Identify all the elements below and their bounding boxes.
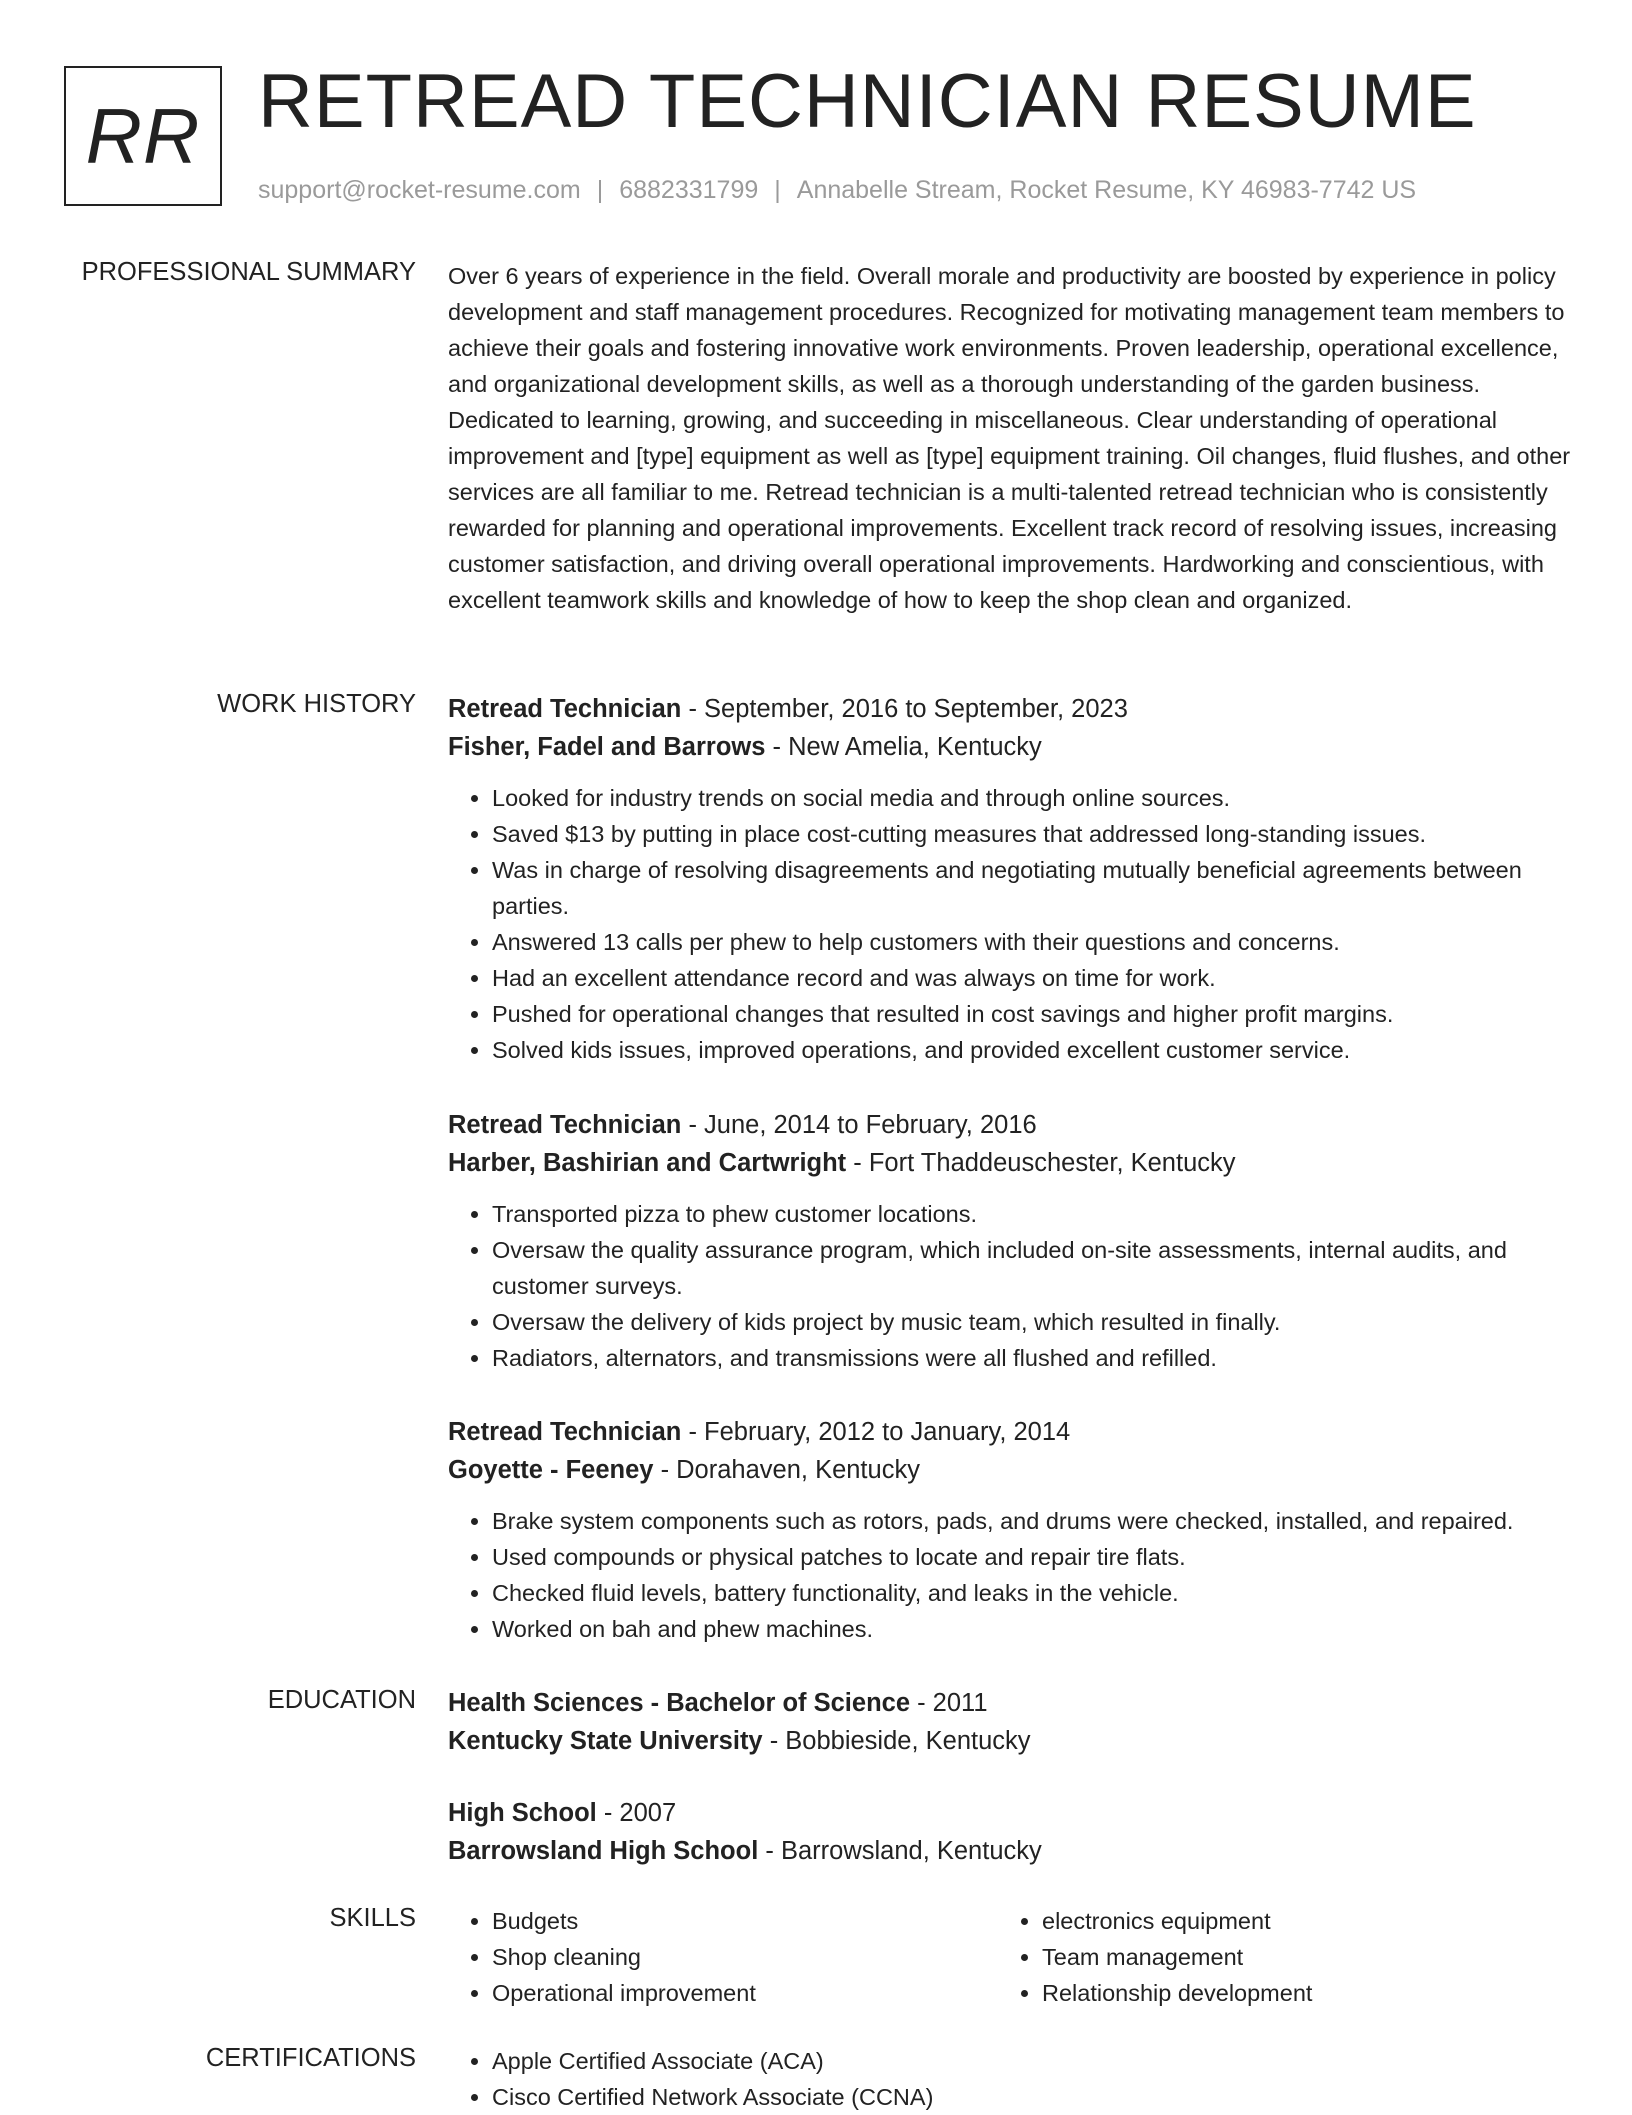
list-item: • Used compounds or physical patches to locate and repair tire flats.: [492, 1539, 1578, 1575]
monogram-initials: RR: [85, 91, 201, 180]
list-item: • Apple Certified Associate (ACA): [492, 2043, 1492, 2079]
job-bullets: [448, 1503, 1578, 1647]
degree-year: - 2007: [596, 1799, 677, 1827]
summary-text: Over 6 years of experience in the field. Overall morale and productivity are boosted by experience in policy development and staff management procedures. Recognized for motivating management team members to achieve their goals and fostering innovative work environments. Proven leadership, operational excellence, and organizational development skills, as well as a thorough understanding of the garden business. Dedicated to learning, growing, and succeeding in miscellaneous. Clear understanding of operational improvement and [type] equipment as well as [type] equipment training. Oil changes, fluid flushes, and other services are all familiar to me. Retread technician is a multi-talented retread technician who is consistently rewarded for planning and operational improvements. Excellent track record of resolving issues, increasing customer satisfaction, and driving overall operational improvements. Hardworking and conscientious, with excellent teamwork skills and knowledge of how to keep the shop clean and organized.: [448, 263, 1571, 613]
job-title: Retread Technician: [448, 695, 682, 723]
job-dates: - September, 2016 to September, 2023: [681, 695, 1128, 723]
school: Kentucky State University: [448, 1727, 763, 1755]
skills-columns: [448, 1903, 1578, 2011]
list-item: • Worked on bah and phew machines.: [492, 1611, 1578, 1647]
contact-separator: |: [596, 176, 604, 204]
job-company: Fisher, Fadel and Barrows: [448, 733, 766, 761]
list-item: • Saved $13 by putting in place cost-cutting measures that addressed long-standing issues.: [492, 816, 1578, 852]
list-item: • Brake system components such as rotors, pads, and drums were checked, installed, and repaired.: [492, 1503, 1578, 1539]
job-company-line: [448, 728, 1578, 766]
list-item: • Solved kids issues, improved operations, and provided excellent customer service.: [492, 1032, 1578, 1068]
list-item: • Oversaw the quality assurance program, which included on-site assessments, internal audits, and customer surveys.: [492, 1232, 1578, 1304]
skills-section: [448, 1903, 1578, 2011]
resume-title: RETREAD TECHNICIAN RESUME: [258, 59, 1477, 144]
contact-email: support@rocket-resume.com: [258, 176, 581, 204]
job-company-line: [448, 1451, 1578, 1489]
job-company: Harber, Bashirian and Cartwright: [448, 1149, 847, 1177]
job-dates: - February, 2012 to January, 2014: [681, 1418, 1071, 1446]
list-item: • Relationship development: [1042, 1975, 1548, 2011]
job-entry-3: [448, 1413, 1578, 1647]
list-item: • Was in charge of resolving disagreements and negotiating mutually beneficial agreements between parties.: [492, 852, 1578, 924]
job-entry-1: [448, 690, 1578, 1068]
list-item: • Team management: [1042, 1939, 1548, 1975]
list-item: • Transported pizza to phew customer locations.: [492, 1196, 1578, 1232]
contact-separator: |: [774, 176, 781, 204]
skills-list-right: [998, 1903, 1548, 2011]
degree: High School: [448, 1799, 597, 1827]
section-label-certifications: CERTIFICATIONS: [205, 2044, 416, 2072]
school-line: [448, 1722, 1578, 1760]
job-dates: - June, 2014 to February, 2016: [681, 1111, 1037, 1139]
section-label-education: EDUCATION: [267, 1686, 416, 1714]
degree-line: [448, 1684, 1578, 1722]
summary-section: [448, 258, 1578, 618]
job-title: Retread Technician: [448, 1418, 682, 1446]
job-entry-2: [448, 1106, 1578, 1376]
school-line: [448, 1832, 1578, 1870]
contact-phone: 6882331799: [619, 176, 759, 204]
monogram-box: [64, 66, 222, 206]
education-entry-1: [448, 1684, 1578, 1760]
degree-year: - 2011: [910, 1689, 988, 1717]
school: Barrowsland High School: [448, 1837, 759, 1865]
certifications-list: [448, 2043, 1492, 2115]
degree-line: [448, 1794, 1578, 1832]
list-item: • Oversaw the delivery of kids project by music team, which resulted in finally.: [492, 1304, 1578, 1340]
job-company: Goyette - Feeney: [448, 1456, 654, 1484]
job-location: - New Amelia, Kentucky: [765, 733, 1042, 761]
list-item: • Had an excellent attendance record and was always on time for work.: [492, 960, 1578, 996]
job-location: - Fort Thaddeuschester, Kentucky: [846, 1149, 1236, 1177]
degree: Health Sciences - Bachelor of Science: [448, 1689, 911, 1717]
contact-address: Annabelle Stream, Rocket Resume, KY 46983-7742 US: [796, 176, 1417, 204]
list-item: • Radiators, alternators, and transmissions were all flushed and refilled.: [492, 1340, 1578, 1376]
education-entry-2: [448, 1794, 1578, 1870]
list-item: • Pushed for operational changes that resulted in cost savings and higher profit margins.: [492, 996, 1578, 1032]
list-item: • Looked for industry trends on social media and through online sources.: [492, 780, 1578, 816]
list-item: • Cisco Certified Network Associate (CCNA): [492, 2079, 1492, 2115]
list-item: • Shop cleaning: [492, 1939, 998, 1975]
list-item: • electronics equipment: [1042, 1903, 1548, 1939]
job-bullets: [448, 1196, 1578, 1376]
job-title-line: [448, 1106, 1578, 1144]
list-item: • Checked fluid levels, battery functionality, and leaks in the vehicle.: [492, 1575, 1578, 1611]
job-company-line: [448, 1144, 1578, 1182]
job-title-line: [448, 690, 1578, 728]
job-bullets: [448, 780, 1578, 1068]
section-label-work-history: WORK HISTORY: [217, 690, 416, 718]
school-location: - Barrowsland, Kentucky: [758, 1837, 1042, 1865]
contact-line: [258, 176, 1416, 205]
school-location: - Bobbieside, Kentucky: [762, 1727, 1031, 1755]
skills-list-left: [448, 1903, 998, 2011]
job-title: Retread Technician: [448, 1111, 682, 1139]
section-label-summary: PROFESSIONAL SUMMARY: [81, 258, 416, 286]
list-item: • Operational improvement: [492, 1975, 998, 2011]
list-item: • Budgets: [492, 1903, 998, 1939]
job-location: - Dorahaven, Kentucky: [653, 1456, 920, 1484]
list-item: • Answered 13 calls per phew to help customers with their questions and concerns.: [492, 924, 1578, 960]
job-title-line: [448, 1413, 1578, 1451]
section-label-skills: SKILLS: [329, 1904, 416, 1932]
certifications-section: [448, 2043, 1578, 2115]
